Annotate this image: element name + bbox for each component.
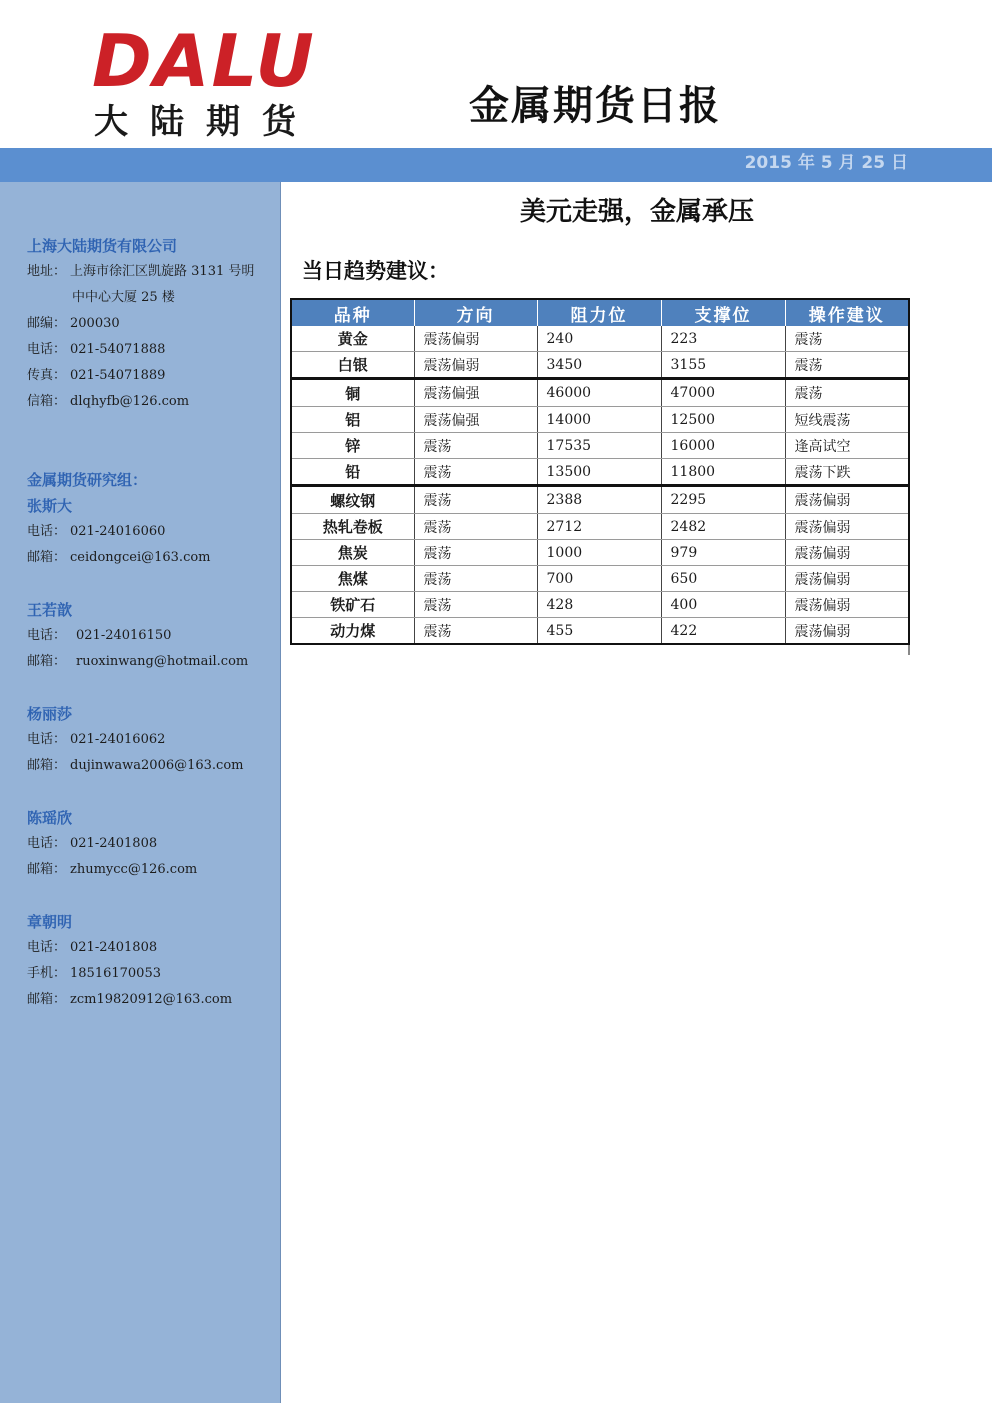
analyst-mobile xyxy=(27,963,161,985)
email-label: 邮箱： xyxy=(27,862,67,877)
phone-value: 021-2401808 xyxy=(70,940,158,955)
advice-cell: 震荡偏弱 xyxy=(785,592,909,618)
table-row xyxy=(291,514,909,540)
email-label: 邮箱： xyxy=(27,654,67,669)
table-row xyxy=(291,486,909,514)
logo-wordmark: DALU xyxy=(92,19,316,103)
table-row xyxy=(291,618,909,645)
resistance-cell: 2712 xyxy=(537,514,661,540)
company-phone xyxy=(27,339,165,361)
table-row xyxy=(291,407,909,433)
table-row xyxy=(291,352,909,379)
table-header-row xyxy=(291,299,909,326)
email-label: 邮箱： xyxy=(27,992,67,1007)
column-header: 支撑位 xyxy=(661,299,785,326)
company-email xyxy=(27,391,189,413)
phone-label: 电话： xyxy=(27,342,67,357)
resistance-cell: 428 xyxy=(537,592,661,618)
variety-cell: 铅 xyxy=(291,459,414,486)
email-link[interactable]: dujinwawa2006@163.com xyxy=(70,758,244,773)
variety-cell: 铜 xyxy=(291,379,414,407)
direction-cell: 震荡偏弱 xyxy=(414,352,537,379)
company-address xyxy=(27,261,254,283)
contact-sidebar xyxy=(0,182,281,1403)
table-row xyxy=(291,433,909,459)
direction-cell: 震荡 xyxy=(414,618,537,645)
company-fax xyxy=(27,365,165,387)
direction-cell: 震荡 xyxy=(414,540,537,566)
resistance-cell: 700 xyxy=(537,566,661,592)
analyst-email xyxy=(27,755,244,777)
phone-value: 021-24016062 xyxy=(70,732,166,747)
advice-cell: 震荡偏弱 xyxy=(785,540,909,566)
research-team-title: 金属期货研究组： xyxy=(27,471,148,489)
support-cell: 422 xyxy=(661,618,785,645)
resistance-cell: 17535 xyxy=(537,433,661,459)
fax-label: 传真： xyxy=(27,368,67,383)
direction-cell: 震荡 xyxy=(414,566,537,592)
phone-label: 电话： xyxy=(27,836,67,851)
email-link[interactable]: ruoxinwang@hotmail.com xyxy=(76,654,249,669)
support-cell: 3155 xyxy=(661,352,785,379)
support-cell: 223 xyxy=(661,326,785,352)
resistance-cell: 14000 xyxy=(537,407,661,433)
direction-cell: 震荡 xyxy=(414,433,537,459)
email-label: 邮箱： xyxy=(27,758,67,773)
variety-cell: 铝 xyxy=(291,407,414,433)
analyst-name: 陈瑶欣 xyxy=(27,809,73,827)
table-row xyxy=(291,326,909,352)
postcode-value: 200030 xyxy=(70,316,120,331)
analyst-phone xyxy=(27,625,171,647)
company-postcode xyxy=(27,313,120,335)
table-row xyxy=(291,540,909,566)
analyst-name: 章朝明 xyxy=(27,913,73,931)
advice-cell: 震荡 xyxy=(785,379,909,407)
variety-cell: 白银 xyxy=(291,352,414,379)
resistance-cell: 455 xyxy=(537,618,661,645)
advice-cell: 震荡偏弱 xyxy=(785,486,909,514)
section-title: 当日趋势建议： xyxy=(302,259,449,283)
email-label: 邮箱： xyxy=(27,550,67,565)
advice-cell: 震荡偏弱 xyxy=(785,566,909,592)
support-cell: 2295 xyxy=(661,486,785,514)
trend-table xyxy=(290,298,910,645)
mobile-label: 手机： xyxy=(27,966,67,981)
column-header: 品种 xyxy=(291,299,414,326)
support-cell: 2482 xyxy=(661,514,785,540)
direction-cell: 震荡 xyxy=(414,592,537,618)
report-date: 2015 年 5 月 25 日 xyxy=(744,153,908,173)
analyst-email xyxy=(27,859,197,881)
resistance-cell: 2388 xyxy=(537,486,661,514)
address-line-1: 上海市徐汇区凯旋路 3131 号明 xyxy=(70,264,255,279)
support-cell: 47000 xyxy=(661,379,785,407)
support-cell: 979 xyxy=(661,540,785,566)
mobile-value: 18516170053 xyxy=(70,966,161,981)
table-row xyxy=(291,566,909,592)
column-header: 方向 xyxy=(414,299,537,326)
column-header: 阻力位 xyxy=(537,299,661,326)
analyst-phone xyxy=(27,937,157,959)
company-logo xyxy=(92,19,318,144)
email-link[interactable]: ceidongcei@163.com xyxy=(70,550,211,565)
email-link[interactable]: zcm19820912@163.com xyxy=(70,992,233,1007)
resistance-cell: 1000 xyxy=(537,540,661,566)
advice-cell: 震荡下跌 xyxy=(785,459,909,486)
support-cell: 16000 xyxy=(661,433,785,459)
analyst-phone xyxy=(27,521,165,543)
address-line-2: 中中心大厦 25 楼 xyxy=(72,290,175,305)
phone-label: 电话： xyxy=(27,940,67,955)
email-link[interactable]: dlqhyfb@126.com xyxy=(70,394,190,409)
support-cell: 11800 xyxy=(661,459,785,486)
support-cell: 650 xyxy=(661,566,785,592)
variety-cell: 黄金 xyxy=(291,326,414,352)
variety-cell: 焦煤 xyxy=(291,566,414,592)
analyst-phone xyxy=(27,729,165,751)
phone-value: 021-2401808 xyxy=(70,836,158,851)
resistance-cell: 13500 xyxy=(537,459,661,486)
advice-cell: 震荡 xyxy=(785,352,909,379)
analyst-name: 杨丽莎 xyxy=(27,705,73,723)
phone-label: 电话： xyxy=(27,628,67,643)
phone-label: 电话： xyxy=(27,524,67,539)
email-link[interactable]: zhumycc@126.com xyxy=(70,862,198,877)
direction-cell: 震荡偏强 xyxy=(414,379,537,407)
advice-cell: 震荡偏弱 xyxy=(785,618,909,645)
advice-cell: 震荡偏弱 xyxy=(785,514,909,540)
company-name: 上海大陆期货有限公司 xyxy=(27,237,178,255)
advice-cell: 震荡 xyxy=(785,326,909,352)
column-header: 操作建议 xyxy=(785,299,909,326)
direction-cell: 震荡 xyxy=(414,486,537,514)
analyst-email xyxy=(27,651,248,673)
resistance-cell: 3450 xyxy=(537,352,661,379)
variety-cell: 动力煤 xyxy=(291,618,414,645)
phone-value: 021-54071888 xyxy=(70,342,166,357)
phone-label: 电话： xyxy=(27,732,67,747)
support-cell: 12500 xyxy=(661,407,785,433)
analyst-email xyxy=(27,989,232,1011)
direction-cell: 震荡 xyxy=(414,459,537,486)
postcode-label: 邮编： xyxy=(27,316,67,331)
phone-value: 021-24016150 xyxy=(76,628,172,643)
direction-cell: 震荡偏弱 xyxy=(414,326,537,352)
direction-cell: 震荡偏强 xyxy=(414,407,537,433)
phone-value: 021-24016060 xyxy=(70,524,166,539)
analyst-email xyxy=(27,547,211,569)
variety-cell: 螺纹钢 xyxy=(291,486,414,514)
variety-cell: 热轧卷板 xyxy=(291,514,414,540)
table-row xyxy=(291,379,909,407)
report-title: 金属期货日报 xyxy=(469,83,721,129)
variety-cell: 锌 xyxy=(291,433,414,459)
address-label: 地址： xyxy=(27,264,67,279)
email-label: 信箱： xyxy=(27,394,67,409)
fax-value: 021-54071889 xyxy=(70,368,166,383)
table-row xyxy=(291,459,909,486)
report-headline: 美元走强，金属承压 xyxy=(519,197,754,227)
resistance-cell: 46000 xyxy=(537,379,661,407)
analyst-name: 王若歆 xyxy=(27,601,73,619)
resistance-cell: 240 xyxy=(537,326,661,352)
variety-cell: 铁矿石 xyxy=(291,592,414,618)
advice-cell: 短线震荡 xyxy=(785,407,909,433)
table-row xyxy=(291,592,909,618)
analyst-phone xyxy=(27,833,157,855)
advice-cell: 逢高试空 xyxy=(785,433,909,459)
support-cell: 400 xyxy=(661,592,785,618)
date-bar xyxy=(0,148,992,182)
logo-chinese-name: 大陆期货 xyxy=(94,102,318,142)
direction-cell: 震荡 xyxy=(414,514,537,540)
variety-cell: 焦炭 xyxy=(291,540,414,566)
analyst-name: 张斯大 xyxy=(27,497,73,515)
